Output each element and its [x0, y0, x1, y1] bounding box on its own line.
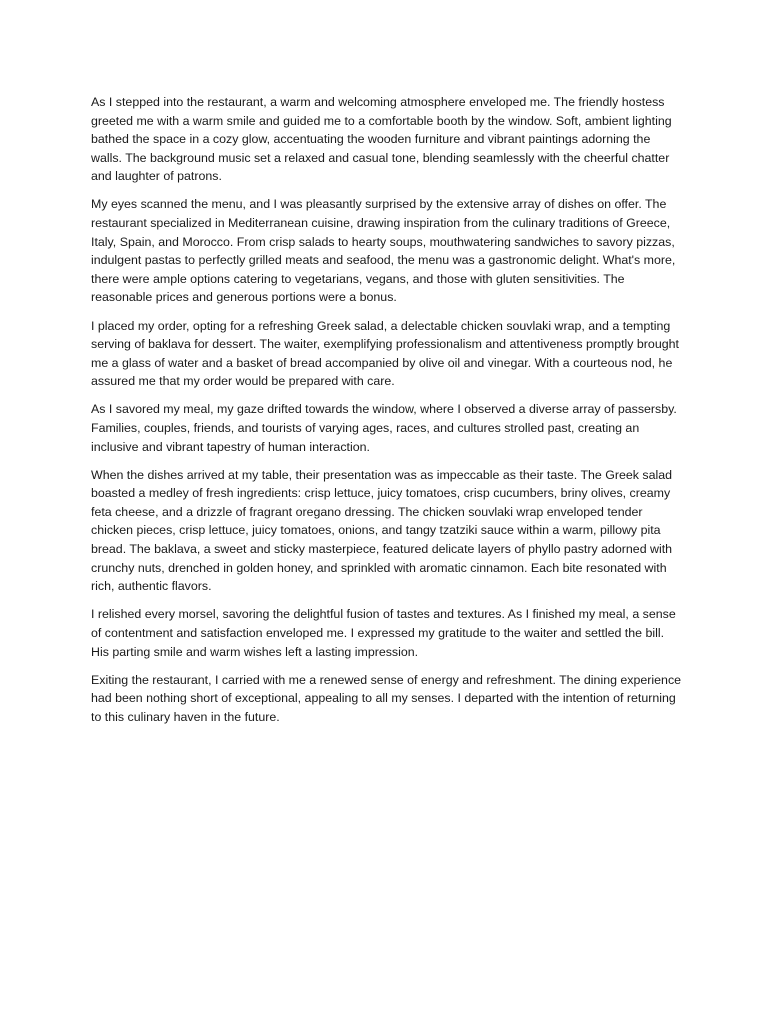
- paragraph-exit: Exiting the restaurant, I carried with me a renewed sense of energy and refreshment. The dining experience had been nothing short of exceptional, appealing to all my senses. I departed with the intention of returning to this culinary haven in the future.: [91, 672, 682, 724]
- paragraph-window-view: As I savored my meal, my gaze drifted towards the window, where I observed a diverse array of passersby. Families, couples, friends, and tourists of varying ages, races, and cultures strolled past, creating an inclusive and vibrant tapestry of human interaction.: [91, 402, 677, 454]
- paragraph-finish: I relished every morsel, savoring the delightful fusion of tastes and textures. As I finished my meal, a sense of contentment and satisfaction enveloped me. I expressed my gratitude to the waiter and settled the bill. His parting smile and warm wishes left a lasting impression.: [91, 607, 676, 659]
- paragraph-dishes: When the dishes arrived at my table, their presentation was as impeccable as their taste. The Greek salad boasted a medley of fresh ingredients: crisp lettuce, juicy tomatoes, crisp cucumbers, briny olives, creamy feta cheese, and a drizzle of fragrant oregano dressing. The chicken souvlaki wrap enveloped tender chicken pieces, crisp lettuce, juicy tomatoes, onions, and tangy tzatziki sauce within a warm, pillowy pita bread. The baklava, a sweet and sticky masterpiece, featured delicate layers of phyllo pastry adorned with crunchy nuts, drenched in golden honey, and sprinkled with aromatic cinnamon. Each bite resonated with rich, authentic flavors.: [91, 467, 673, 594]
- paragraph-arrival: As I stepped into the restaurant, a warm and welcoming atmosphere enveloped me. The friendly hostess greeted me with a warm smile and guided me to a comfortable booth by the window. Soft, ambient lighting bathed the space in a cozy glow, accentuating the wooden furniture and vibrant paintings adorning the walls. The background music set a relaxed and casual tone, blending seamlessly with the cheerful chatter and laughter of patrons.: [91, 95, 672, 184]
- document-body: [91, 93, 683, 736]
- paragraph-order: I placed my order, opting for a refreshing Greek salad, a delectable chicken souvlaki wrap, and a tempting serving of baklava for dessert. The waiter, exemplifying professionalism and attentiveness promptly brought me a glass of water and a basket of bread accompanied by olive oil and vinegar. With a courteous nod, he assured me that my order would be prepared with care.: [91, 318, 679, 389]
- paragraph-menu: My eyes scanned the menu, and I was pleasantly surprised by the extensive array of dishes on offer. The restaurant specialized in Mediterranean cuisine, drawing inspiration from the culinary traditions of Greece, Italy, Spain, and Morocco. From crisp salads to hearty soups, mouthwatering sandwiches to savory pizzas, indulgent pastas to perfectly grilled meats and seafood, the menu was a gastronomic delight. What's more, there were ample options catering to vegetarians, vegans, and those with gluten sensitivities. The reasonable prices and generous portions were a bonus.: [91, 197, 676, 305]
